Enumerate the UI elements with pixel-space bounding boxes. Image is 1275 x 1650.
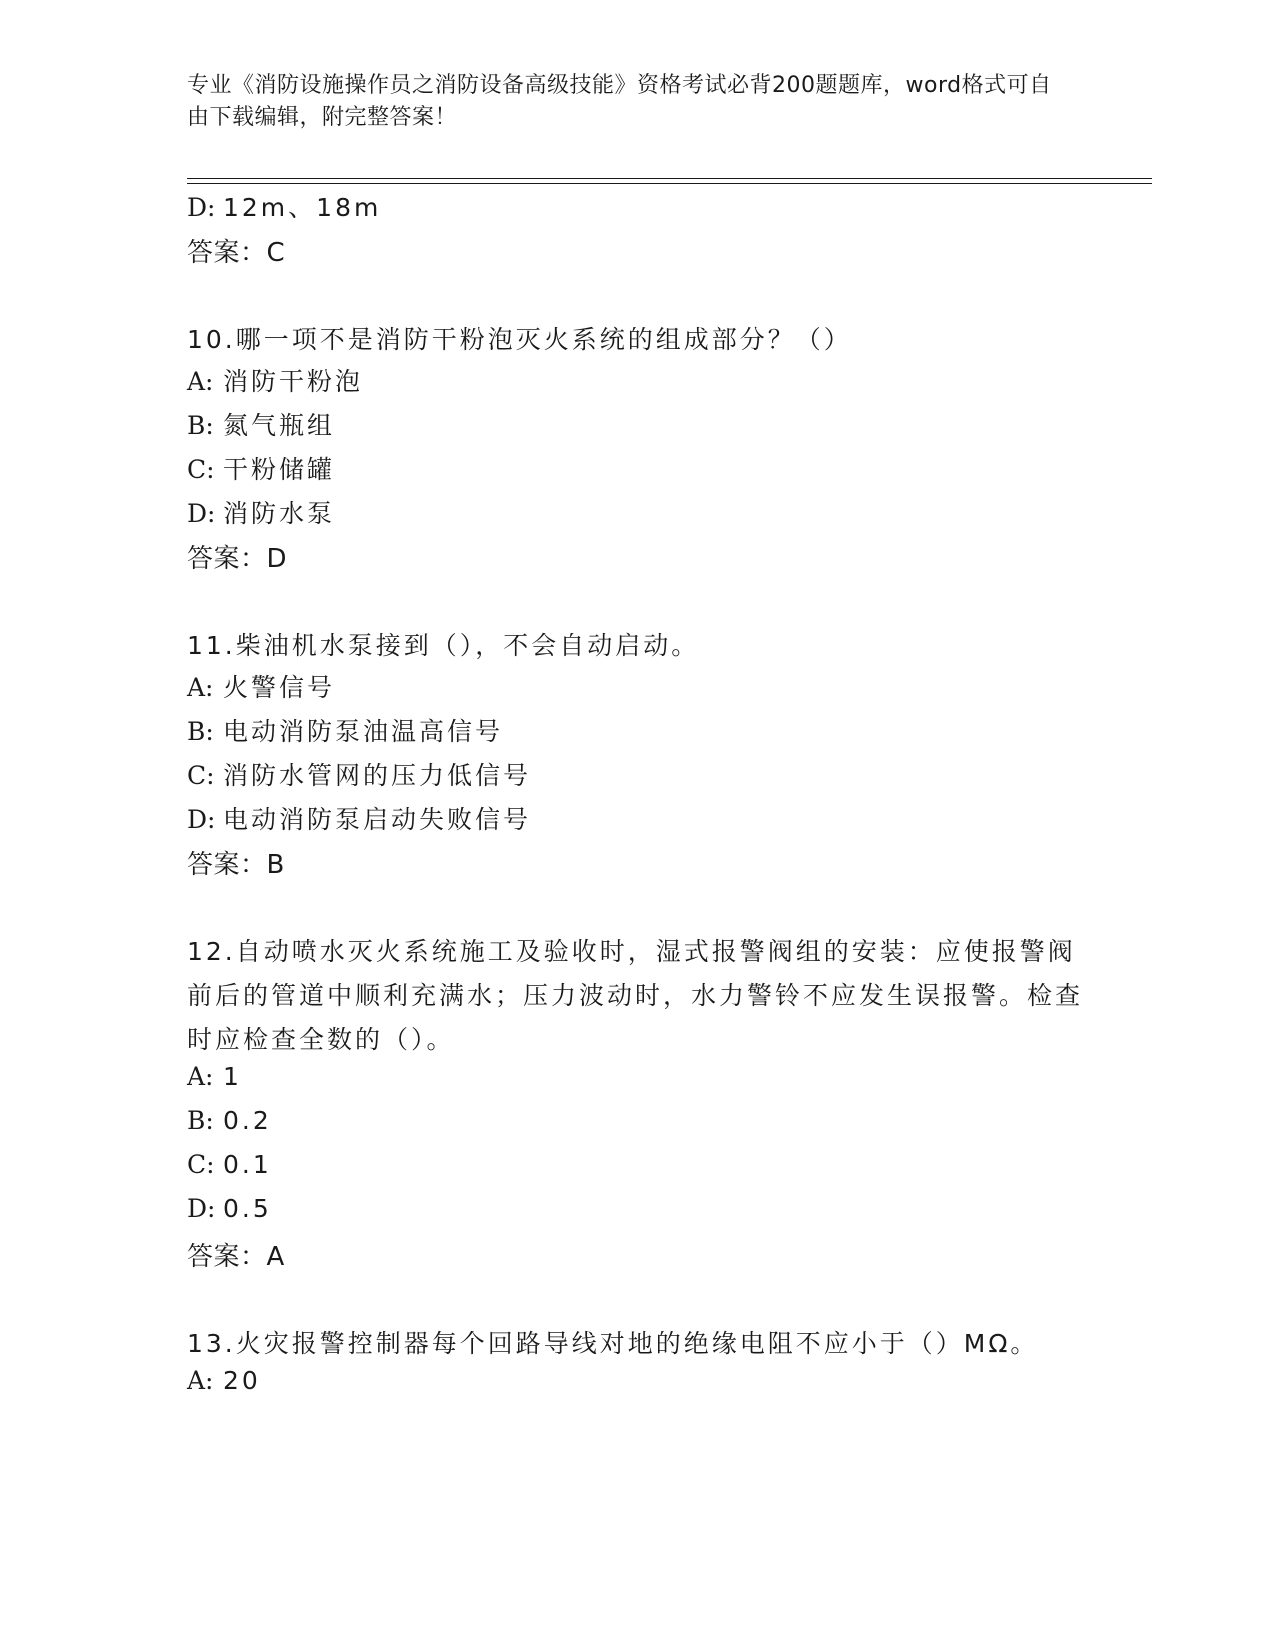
option-label: C: bbox=[187, 761, 215, 790]
q12-answer: 答案：A bbox=[187, 1242, 285, 1272]
option-label: A: bbox=[187, 673, 214, 702]
option-label: D: bbox=[187, 499, 216, 528]
option-text: 氮气瓶组 bbox=[223, 411, 336, 440]
option-text: 0.1 bbox=[223, 1150, 272, 1179]
q10-answer: 答案：D bbox=[187, 544, 288, 574]
q11-answer: 答案：B bbox=[187, 850, 285, 880]
q10-option-a bbox=[187, 362, 363, 398]
q9-option-d bbox=[187, 188, 381, 224]
q11-stem: 11.柴油机水泵接到（），不会自动启动。 bbox=[187, 631, 700, 660]
option-text: 0.5 bbox=[223, 1194, 272, 1223]
option-text: 火警信号 bbox=[223, 673, 336, 702]
q10-stem: 10.哪一项不是消防干粉泡灭火系统的组成部分？（） bbox=[187, 325, 852, 354]
q11-option-c bbox=[187, 756, 531, 792]
option-text: 12m、18m bbox=[223, 193, 382, 222]
q11-option-b bbox=[187, 712, 503, 748]
option-text: 消防水泵 bbox=[223, 499, 336, 528]
option-label: D: bbox=[187, 1194, 216, 1223]
q10-option-d bbox=[187, 494, 335, 530]
option-label: A: bbox=[187, 367, 214, 396]
option-text: 消防水管网的压力低信号 bbox=[223, 761, 532, 790]
document-header: 专业《消防设施操作员之消防设备高级技能》资格考试必背200题题库，word格式可自由下载编辑，附完整答案！ bbox=[187, 73, 1052, 130]
q13-stem: 13.火灾报警控制器每个回路导线对地的绝缘电阻不应小于（）MΩ。 bbox=[187, 1329, 1039, 1358]
q12-stem: 12.自动喷水灭火系统施工及验收时，湿式报警阀组的安装：应使报警阀前后的管道中顺利充满水；压力波动时，水力警铃不应发生误报警。检查时应检查全数的（）。 bbox=[187, 937, 1084, 1054]
q11-option-d bbox=[187, 800, 531, 836]
q13-option-a bbox=[187, 1366, 261, 1395]
option-text: 0.2 bbox=[223, 1106, 272, 1135]
header-divider-top bbox=[187, 178, 1152, 179]
q12-option-b bbox=[187, 1106, 272, 1135]
option-text: 电动消防泵油温高信号 bbox=[223, 717, 504, 746]
option-label: B: bbox=[187, 1106, 214, 1135]
option-label: D: bbox=[187, 805, 216, 834]
option-label: D: bbox=[187, 193, 216, 222]
option-label: B: bbox=[187, 411, 214, 440]
option-text: 电动消防泵启动失败信号 bbox=[223, 805, 532, 834]
q10-option-c bbox=[187, 450, 335, 486]
option-label: A: bbox=[187, 1062, 214, 1091]
option-text: 20 bbox=[223, 1366, 261, 1395]
q9-answer: 答案：C bbox=[187, 238, 286, 268]
q12-option-d bbox=[187, 1194, 272, 1223]
option-label: C: bbox=[187, 1150, 215, 1179]
option-label: A: bbox=[187, 1366, 214, 1395]
option-text: 消防干粉泡 bbox=[223, 367, 364, 396]
option-text: 干粉储罐 bbox=[223, 455, 336, 484]
q12-option-c bbox=[187, 1150, 272, 1179]
option-label: B: bbox=[187, 717, 214, 746]
option-text: 1 bbox=[223, 1062, 242, 1091]
q11-option-a bbox=[187, 668, 335, 704]
q10-option-b bbox=[187, 406, 335, 442]
option-label: C: bbox=[187, 455, 215, 484]
q12-option-a bbox=[187, 1062, 242, 1091]
header-divider-bottom bbox=[187, 183, 1152, 184]
